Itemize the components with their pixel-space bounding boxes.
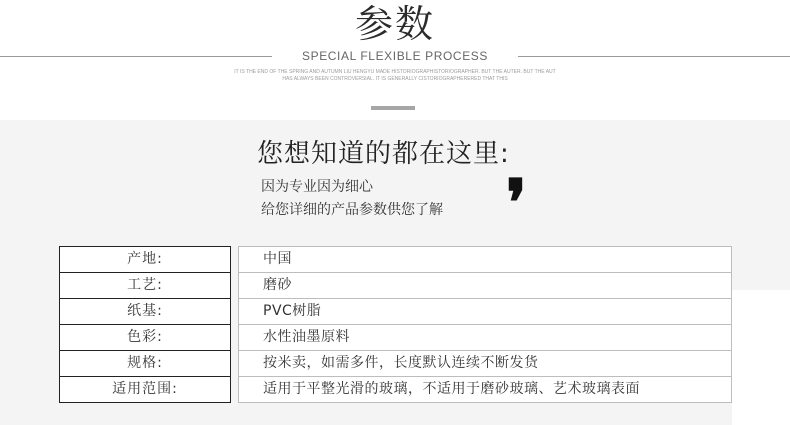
param-label-color: 色彩: [60,325,230,351]
param-label-spec: 规格: [60,351,230,377]
param-value-process: 磨砂 [239,273,731,299]
section-subtitle: SPECIAL FLEXIBLE PROCESS [301,49,489,63]
parameter-value-column [238,246,732,403]
panel-edge-strip [732,290,790,425]
param-label-paper-base: 纸基: [60,299,230,325]
subtitle-divider-right [518,56,790,57]
param-label-origin: 产地: [60,247,230,273]
param-value-color: 水性油墨原料 [239,325,731,351]
param-value-origin: 中国 [239,247,731,273]
section-header [0,0,790,120]
intro-line: 给您详细的产品参数供您了解 [261,202,443,218]
param-value-usage: 适用于平整光滑的玻璃，不适用于磨砂玻璃、艺术玻璃表面 [263,381,640,397]
param-value-spec: 按米卖，如需多件，长度默认连续不断发货 [239,351,731,377]
quote-mark-icon: ❜ [506,166,527,241]
param-label-process: 工艺: [60,273,230,299]
param-value-paper-base: PVC树脂 [239,299,731,325]
parameter-label-column [59,246,231,403]
intro-line: 因为专业因为细心 [261,179,373,195]
subtitle-divider-left [0,56,272,57]
header-accent-bar [371,106,415,110]
intro-heading: 您想知道的都在这里: [257,139,510,169]
page-title: 参数 [354,2,435,46]
param-label-usage: 适用范围: [112,381,178,397]
decorative-fine-print: HAS ALWAYS BEEN CONTROVERSIAL. IT IS GENERALLY CISTORIOGRAPHERERED THAT THIS [282,76,508,82]
decorative-fine-print: IT IS THE END OF THE SPRING AND AUTUMN LIU HENGYU MADE HISTORIOGRAPHISTORIOGRAPHER. BUT THE AUTER. BUT THE AUT [234,69,556,75]
